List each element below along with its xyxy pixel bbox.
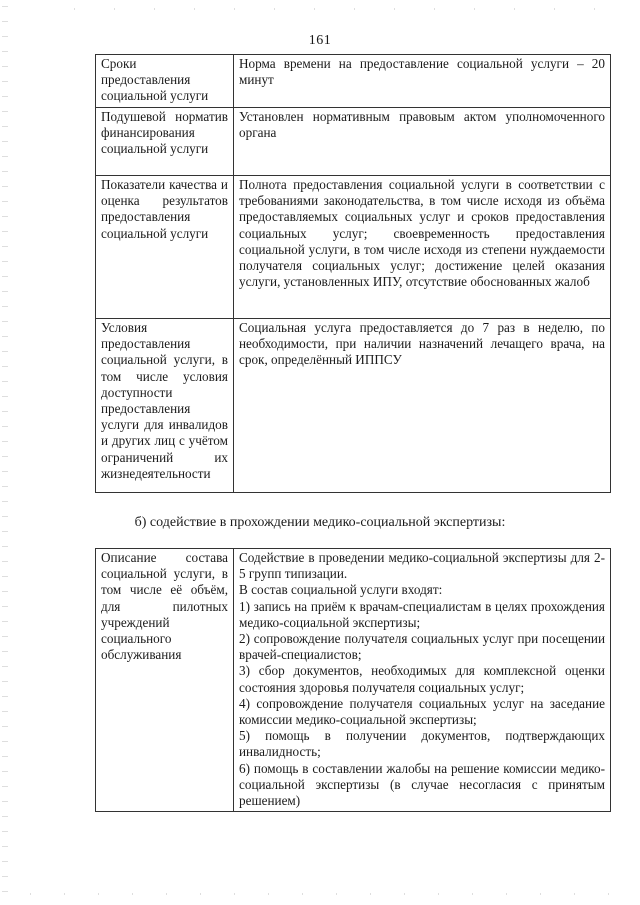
row-label: Условия предоставления социальной услуги, в том числе условия доступности предоставления услуги для инвалидов и других лиц с учётом ограничений их жизнедеятельности	[96, 319, 234, 493]
paragraph: 5) помощь в получении документов, подтверждающих инвалидность;	[239, 728, 605, 760]
section-heading: б) содействие в прохождении медико-социальной экспертизы:	[134, 515, 506, 530]
paragraph: Содействие в проведении медико-социальной экспертизы для 2-5 групп типизации.	[239, 550, 605, 582]
scan-top-marks	[60, 8, 620, 10]
paragraph: 2) сопровождение получателя социальных услуг при посещении врачей-специалистов;	[239, 631, 605, 663]
row-value: Установлен нормативным правовым актом уполномоченного органа	[234, 108, 611, 176]
service-parameters-table	[95, 54, 611, 493]
table-row	[96, 108, 611, 176]
row-label: Показатели качества и оценка результатов предоставления социальной услуги	[96, 176, 234, 319]
row-label: Описание состава социальной услуги, в том числе её объём, для пилотных учреждений социального обслуживания	[96, 549, 234, 812]
row-label: Сроки предоставления социальной услуги	[96, 55, 234, 108]
paragraph: 1) запись на приём к врачам-специалистам в целях прохождения медико-социальной экспертизы;	[239, 598, 605, 630]
paragraph: 3) сбор документов, необходимых для комплексной оценки состояния здоровья получателя социальных услуг;	[239, 663, 605, 695]
row-value: Норма времени на предоставление социальной услуги – 20 минут	[234, 55, 611, 108]
table-row	[96, 549, 611, 812]
row-value: Полнота предоставления социальной услуги в соответствии с требованиями законодательства, в том числе исходя из объёма предоставляемых социальных услуг и сроков предоставления социальных услуг; своевременность предоставления социальной услуги, в том числе исходя из степени нуждаемости получателя социальных услуг; достижение целей оказания услуги, установленных ИПУ, отсутствие обоснованных жалоб	[234, 176, 611, 319]
row-value: Социальная услуга предоставляется до 7 раз в неделю, по необходимости, при наличии назначений лечащего врача, на срок, определённый ИППСУ	[234, 319, 611, 493]
scan-margin-marks	[2, 0, 8, 905]
page-number: 161	[308, 33, 332, 48]
paragraph: 4) сопровождение получателя социальных услуг на заседание комиссии медико-социальной экспертизы;	[239, 695, 605, 728]
table-row	[96, 55, 611, 108]
table-row	[96, 176, 611, 319]
paragraph: В состав социальной услуги входят:	[239, 582, 443, 598]
scan-bottom-marks	[20, 893, 620, 895]
row-value	[234, 549, 611, 812]
paragraph: 6) помощь в составлении жалобы на решение комиссии медико-социальной экспертизы (в случае несогласия с принятым решением)	[239, 760, 605, 809]
row-label: Подушевой норматив финансирования социальной услуги	[96, 108, 234, 176]
service-description-table	[95, 548, 611, 812]
table-row	[96, 319, 611, 493]
